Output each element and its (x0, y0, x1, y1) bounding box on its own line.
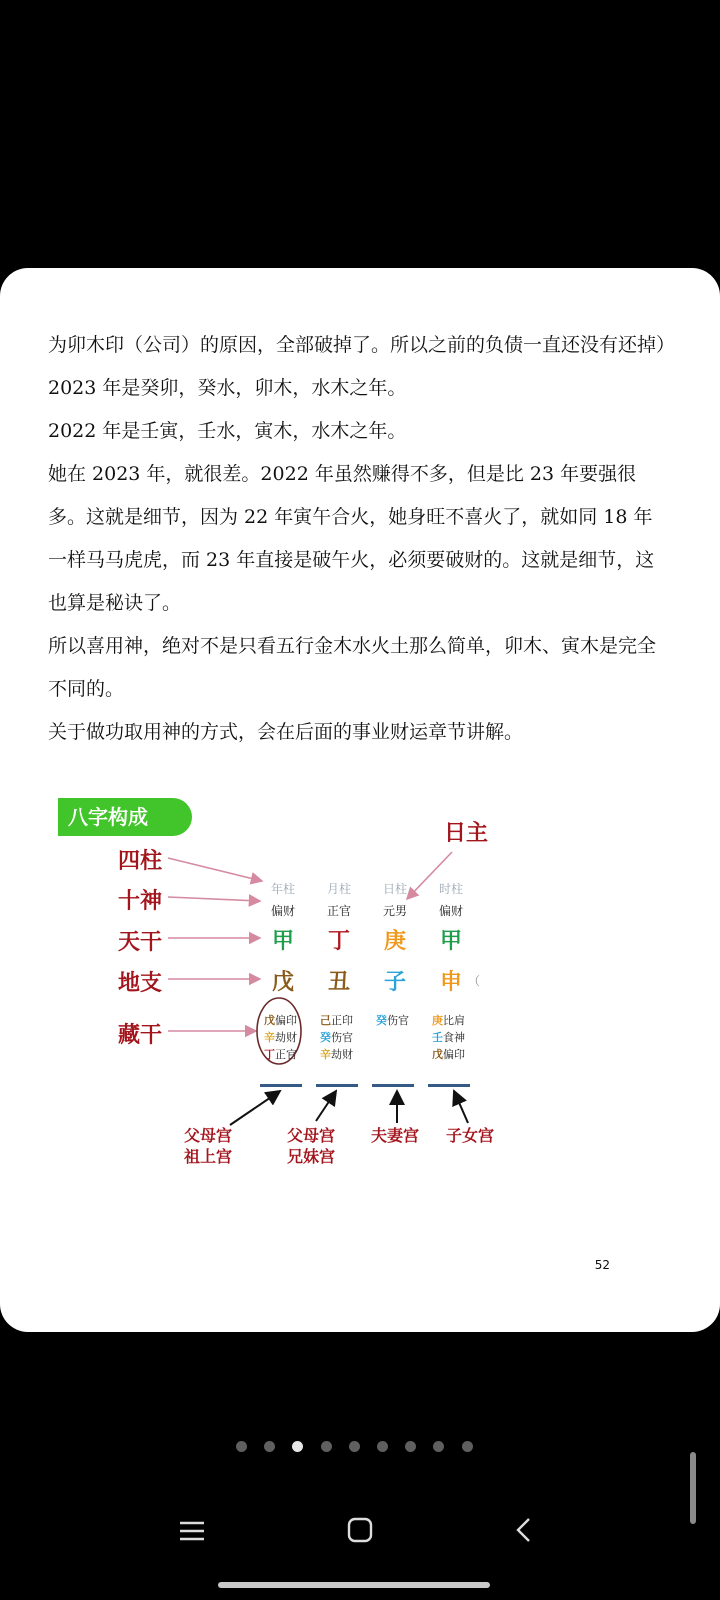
hidden-stem-item (376, 1012, 409, 1028)
palace-line1: 父母宫 (287, 1126, 336, 1145)
heavenly-stem: 甲 (439, 929, 462, 954)
pillar-shishen: 正官 (326, 904, 351, 918)
palace-line1: 子女宫 (446, 1126, 495, 1145)
gesture-bar[interactable] (218, 1582, 490, 1588)
hidden-stem-shishen: 比肩 (443, 1014, 465, 1027)
hidden-stem-char: 丁 (264, 1048, 275, 1061)
pillar-head: 日柱 (382, 882, 407, 896)
hidden-stem-shishen: 正官 (275, 1048, 297, 1061)
label-shishen: 十神 (118, 889, 163, 914)
pillar-head: 时柱 (438, 882, 463, 896)
hidden-stem-char: 庚 (432, 1014, 443, 1027)
earthly-branch: 子 (383, 970, 406, 995)
page-dot[interactable] (349, 1441, 360, 1452)
label-sizhu: 四柱 (118, 849, 163, 874)
hidden-stem-shishen: 伤官 (331, 1031, 353, 1044)
paragraph: 她在 2023 年，就很差。2022 年虽然赚得不多，但是比 23 年要强很多。这就是细节，因为 22 年寅午合火，她身旺不喜火了，就如同 18 年一样马马虎虎，而 23 年直接是破午火，必须要破财的。这就是细节，这也算是秘诀了。 (48, 463, 655, 614)
label-canggan: 藏干 (118, 1023, 163, 1048)
page-dot[interactable] (462, 1441, 473, 1452)
paragraph: 所以喜用神，绝对不是只看五行金木水火土那么简单，卯木、寅木是完全不同的。 (48, 635, 657, 700)
home-button[interactable] (340, 1510, 380, 1550)
palace-line1: 父母宫 (184, 1126, 233, 1145)
hidden-stem-item (264, 1012, 297, 1028)
navigation-bar (0, 1500, 720, 1560)
earthly-branch: 丑 (327, 970, 350, 995)
page-dot[interactable] (321, 1441, 332, 1452)
pillar-head: 月柱 (326, 882, 351, 896)
palace-line1: 夫妻宫 (371, 1126, 420, 1145)
hidden-stem-char: 辛 (320, 1048, 331, 1061)
label-tiangan: 天干 (118, 930, 163, 955)
palace-line2: 祖上宫 (184, 1147, 233, 1166)
hidden-stem-shishen: 偏印 (275, 1014, 297, 1027)
hidden-stem-shishen: 食神 (443, 1031, 465, 1044)
hidden-stem-item (320, 1029, 353, 1045)
back-button[interactable] (505, 1510, 545, 1550)
menu-icon (172, 1510, 212, 1550)
hidden-stem-shishen: 劫财 (275, 1031, 297, 1044)
back-icon (505, 1510, 545, 1550)
page-dot[interactable] (292, 1441, 303, 1452)
home-icon (340, 1510, 380, 1550)
page-dot[interactable] (236, 1441, 247, 1452)
palace-label (184, 1125, 232, 1167)
hidden-stem-item (432, 1012, 465, 1028)
hidden-stem-shishen: 伤官 (387, 1014, 409, 1027)
paragraph: 2022 年是壬寅，壬水，寅木，水木之年。 (48, 420, 407, 442)
bazi-diagram (50, 798, 620, 1193)
earthly-branch: 申 (439, 970, 462, 995)
hidden-stem-shishen: 偏印 (443, 1048, 465, 1061)
palace-divider (428, 1084, 470, 1087)
hidden-stem-char: 辛 (264, 1031, 275, 1044)
hidden-stem-item (320, 1012, 353, 1028)
heavenly-stem: 甲 (271, 929, 294, 954)
hidden-stem-item (264, 1046, 297, 1062)
palace-label (287, 1125, 335, 1167)
palace-label (371, 1125, 419, 1146)
heavenly-stem: 丁 (327, 929, 350, 954)
page-number: 52 (594, 1258, 610, 1272)
hidden-stem-char: 戊 (432, 1048, 443, 1061)
label-rizhu: 日主 (444, 821, 489, 846)
paragraph: 2023 年是癸卯，癸水，卯木，水木之年。 (48, 377, 407, 399)
palace-divider (316, 1084, 358, 1087)
paragraph: 关于做功取用神的方式，会在后面的事业财运章节讲解。 (48, 721, 524, 743)
palace-line2: 兄妹宫 (287, 1147, 336, 1166)
hidden-stem-item (432, 1029, 465, 1045)
body-text (48, 324, 676, 754)
label-dizhi: 地支 (118, 971, 163, 996)
palace-label (446, 1125, 494, 1146)
pillar-shishen: 偏财 (438, 904, 463, 918)
recent-apps-button[interactable] (172, 1510, 212, 1550)
hidden-stem-item (320, 1046, 353, 1062)
palace-divider (372, 1084, 414, 1087)
earthly-branch: 戊 (271, 970, 294, 995)
hidden-stem-char: 壬 (432, 1031, 443, 1044)
hidden-stem-char: 戊 (264, 1014, 275, 1027)
hidden-stem-item (264, 1029, 297, 1045)
palace-divider (260, 1084, 302, 1087)
hidden-stem-char: 癸 (320, 1031, 331, 1044)
page-dot[interactable] (264, 1441, 275, 1452)
page-dot[interactable] (433, 1441, 444, 1452)
hidden-stem-item (432, 1046, 465, 1062)
hidden-stem-char: 己 (320, 1014, 331, 1027)
pillar-head: 年柱 (270, 882, 295, 896)
pillar-shishen: 偏财 (270, 904, 295, 918)
hidden-stem-char: 癸 (376, 1014, 387, 1027)
paragraph: 为卯木印（公司）的原因，全部破掉了。所以之前的负债一直还没有还掉） (48, 334, 676, 356)
document-page (0, 268, 720, 1332)
diagram-banner: 八字构成 (58, 798, 192, 836)
branch-extra-mark: （ (468, 974, 481, 988)
hidden-stem-shishen: 劫财 (331, 1048, 353, 1061)
pillar-shishen: 元男 (382, 904, 407, 918)
page-dot[interactable] (377, 1441, 388, 1452)
page-dot[interactable] (405, 1441, 416, 1452)
heavenly-stem: 庚 (383, 929, 406, 954)
page-indicator[interactable] (236, 1441, 476, 1453)
hidden-stem-shishen: 正印 (331, 1014, 353, 1027)
